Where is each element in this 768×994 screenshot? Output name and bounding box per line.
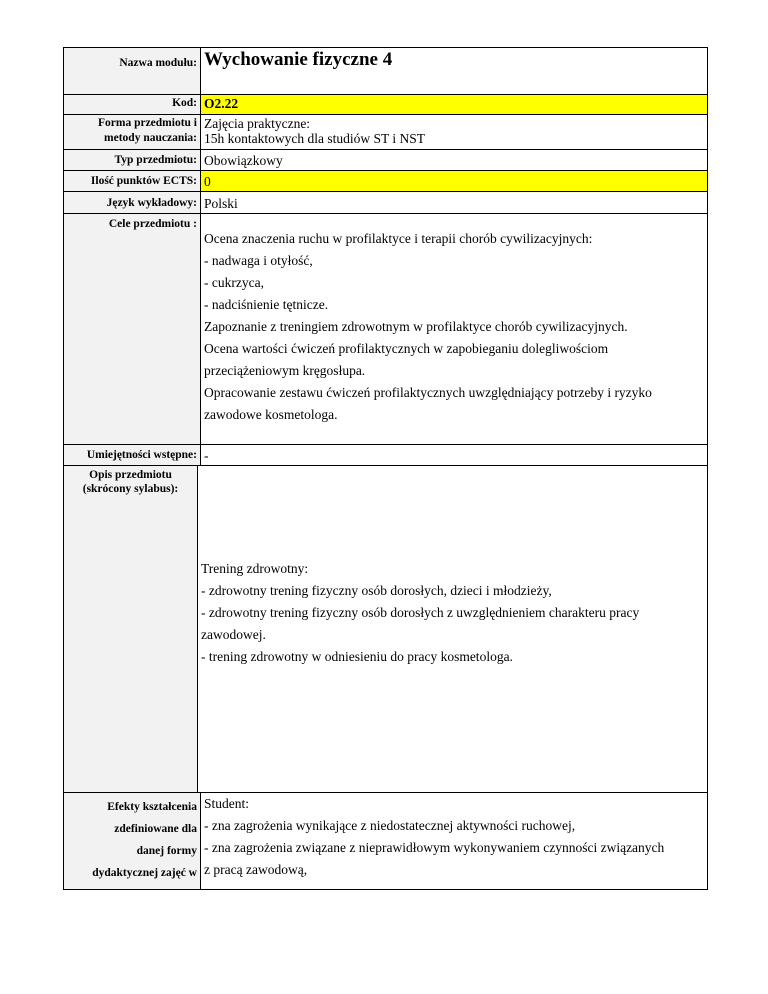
label-nazwa: Nazwa modułu: [64, 48, 201, 94]
value-kod: O2.22 [201, 95, 707, 114]
label-efekty-line: dydaktycznej zajęć w [92, 867, 197, 879]
value-forma-line2: 15h kontaktowych dla studiów ST i NST [204, 131, 425, 146]
label-forma-line1: Forma przedmiotu i [97, 117, 197, 129]
row-efekty [64, 793, 707, 889]
value-cele [201, 214, 707, 444]
cele-line: Opracowanie zestawu ćwiczeń profilaktycznych uwzględniający potrzeby i ryzyko [204, 385, 652, 400]
row-forma [64, 115, 707, 150]
efekty-line: - zna zagrożenia związane z nieprawidłowym wykonywaniem czynności związanych [204, 840, 665, 855]
label-kod: Kod: [64, 95, 201, 114]
efekty-line: Student: [204, 796, 250, 811]
cele-line: - nadwaga i otyłość, [204, 253, 313, 268]
label-opis [64, 466, 198, 792]
row-kod [64, 95, 707, 115]
opis-line: Trening zdrowotny: [201, 561, 309, 576]
label-opis-line2: (skrócony sylabus): [82, 483, 179, 495]
cele-line: Ocena znaczenia ruchu w profilaktyce i terapii chorób cywilizacyjnych: [204, 231, 593, 246]
label-umiejetnosci: Umiejętności wstępne: [64, 445, 201, 465]
label-efekty-line: Efekty kształcenia [107, 801, 197, 813]
value-efekty [201, 793, 707, 889]
cele-line: - nadciśnienie tętnicze. [204, 297, 329, 312]
row-cele [64, 214, 707, 445]
label-cele: Cele przedmiotu : [64, 214, 201, 444]
cele-line: zawodowe kosmetologa. [204, 407, 338, 422]
opis-line: - zdrowotny trening fizyczny osób dorosłych, dzieci i młodzieży, [201, 583, 552, 598]
value-umiejetnosci: - [204, 448, 209, 463]
label-forma [64, 115, 201, 149]
opis-line: - trening zdrowotny w odniesieniu do pracy kosmetologa. [201, 649, 513, 664]
cele-line: przeciążeniowym kręgosłupa. [204, 363, 366, 378]
row-umiejetnosci [64, 445, 707, 466]
label-opis-line1: Opis przedmiotu [89, 469, 172, 481]
value-opis [198, 466, 707, 792]
cele-line: - cukrzyca, [204, 275, 264, 290]
value-forma [201, 115, 707, 149]
label-typ: Typ przedmiotu: [64, 150, 201, 170]
label-ects: Ilość punktów ECTS: [64, 171, 201, 191]
cele-line: Ocena wartości ćwiczeń profilaktycznych w zapobieganiu dolegliwościom [204, 341, 609, 356]
label-efekty [64, 793, 201, 889]
efekty-line: - zna zagrożenia wynikające z niedostatecznej aktywności ruchowej, [204, 818, 576, 833]
module-title: Wychowanie fizyczne 4 [204, 49, 393, 70]
label-jezyk: Język wykładowy: [64, 192, 201, 213]
efekty-line: z pracą zawodową, [204, 862, 308, 877]
row-nazwa [64, 48, 707, 95]
label-efekty-line: zdefiniowane dla [114, 823, 197, 835]
value-jezyk: Polski [204, 196, 238, 211]
row-typ [64, 150, 707, 171]
cele-line: Zapoznanie z treningiem zdrowotnym w profilaktyce chorób cywilizacyjnych. [204, 319, 628, 334]
row-ects [64, 171, 707, 192]
module-table [63, 47, 708, 890]
value-ects: 0 [201, 171, 707, 191]
label-forma-line2: metody nauczania: [104, 132, 197, 144]
opis-line: - zdrowotny trening fizyczny osób dorosłych z uwzględnieniem charakteru pracy [201, 605, 640, 620]
value-forma-line1: Zajęcia praktyczne: [204, 116, 311, 131]
row-jezyk [64, 192, 707, 214]
row-opis [64, 466, 707, 793]
value-typ: Obowiązkowy [204, 153, 283, 168]
opis-line: zawodowej. [201, 627, 266, 642]
label-efekty-line: danej formy [136, 845, 197, 857]
